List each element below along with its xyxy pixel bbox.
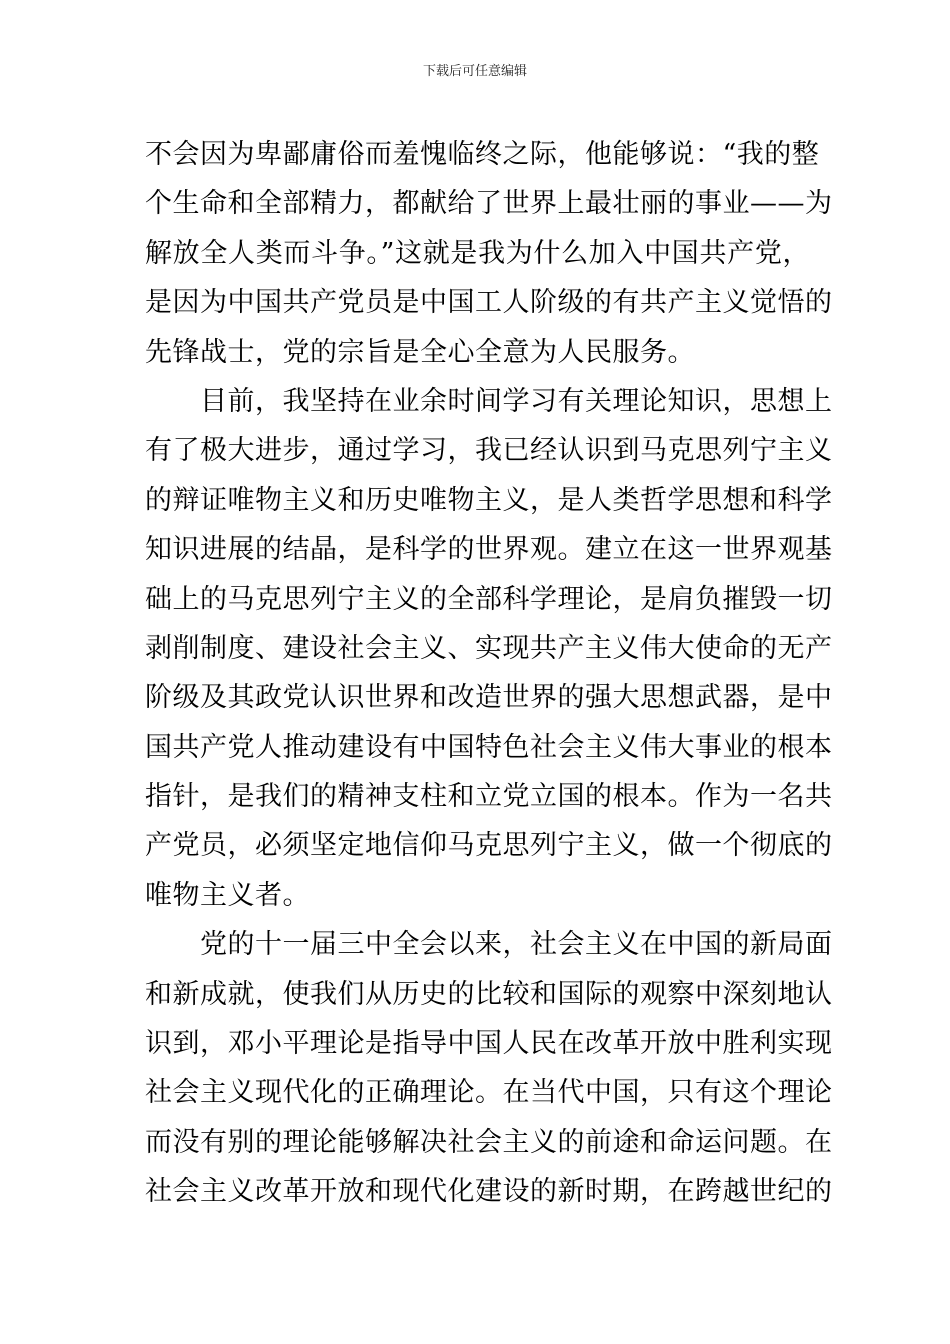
text-line: 知识进展的结晶，是科学的世界观。建立在这一世界观基 (145, 534, 833, 566)
text-line: 党的十一届三中全会以来，社会主义在中国的新局面 (200, 929, 833, 961)
text-line: 有了极大进步，通过学习，我已经认识到马克思列宁主义 (145, 435, 833, 467)
text-line: 识到，邓小平理论是指导中国人民在改革开放中胜利实现 (145, 1028, 833, 1060)
text-line: 阶级及其政党认识世界和改造世界的强大思想武器，是中 (145, 682, 833, 714)
text-line: 是因为中国共产党员是中国工人阶级的有共产主义觉悟的 (145, 287, 833, 319)
text-line: 而没有别的理论能够解决社会主义的前途和命运问题。在 (145, 1126, 833, 1158)
paragraph-1 (145, 130, 833, 377)
text-line: 的辩证唯物主义和历史唯物主义，是人类哲学思想和科学 (145, 484, 833, 516)
text-line: 社会主义现代化的正确理论。在当代中国，只有这个理论 (145, 1077, 833, 1109)
text-line: 唯物主义者。 (145, 879, 310, 911)
paragraph-2 (145, 377, 833, 920)
document-body (145, 130, 833, 1217)
text-line: 先锋战士，党的宗旨是全心全意为人民服务。 (145, 336, 695, 368)
text-line: 不会因为卑鄙庸俗而羞愧临终之际，他能够说：“我的整 (145, 139, 820, 170)
text-line: 和新成就，使我们从历史的比较和国际的观察中深刻地认 (145, 978, 833, 1010)
text-line: 个生命和全部精力，都献给了世界上最壮丽的事业——为 (145, 188, 833, 220)
paragraph-3 (145, 920, 833, 1216)
text-line: 产党员，必须坚定地信仰马克思列宁主义，做一个彻底的 (145, 830, 833, 862)
text-line: 目前，我坚持在业余时间学习有关理论知识，思想上 (200, 385, 833, 417)
text-line: 解放全人类而斗争。”这就是我为什么加入中国共产党， (145, 237, 810, 269)
page-header: 下载后可任意编辑 (422, 64, 527, 79)
text-line: 剥削制度、建设社会主义、实现共产主义伟大使命的无产 (145, 632, 833, 664)
text-line: 指针，是我们的精神支柱和立党立国的根本。作为一名共 (145, 781, 833, 813)
text-line: 国共产党人推动建设有中国特色社会主义伟大事业的根本 (145, 731, 833, 763)
text-line: 础上的马克思列宁主义的全部科学理论，是肩负摧毁一切 (145, 583, 833, 615)
text-line: 社会主义改革开放和现代化建设的新时期，在跨越世纪的 (145, 1176, 833, 1208)
